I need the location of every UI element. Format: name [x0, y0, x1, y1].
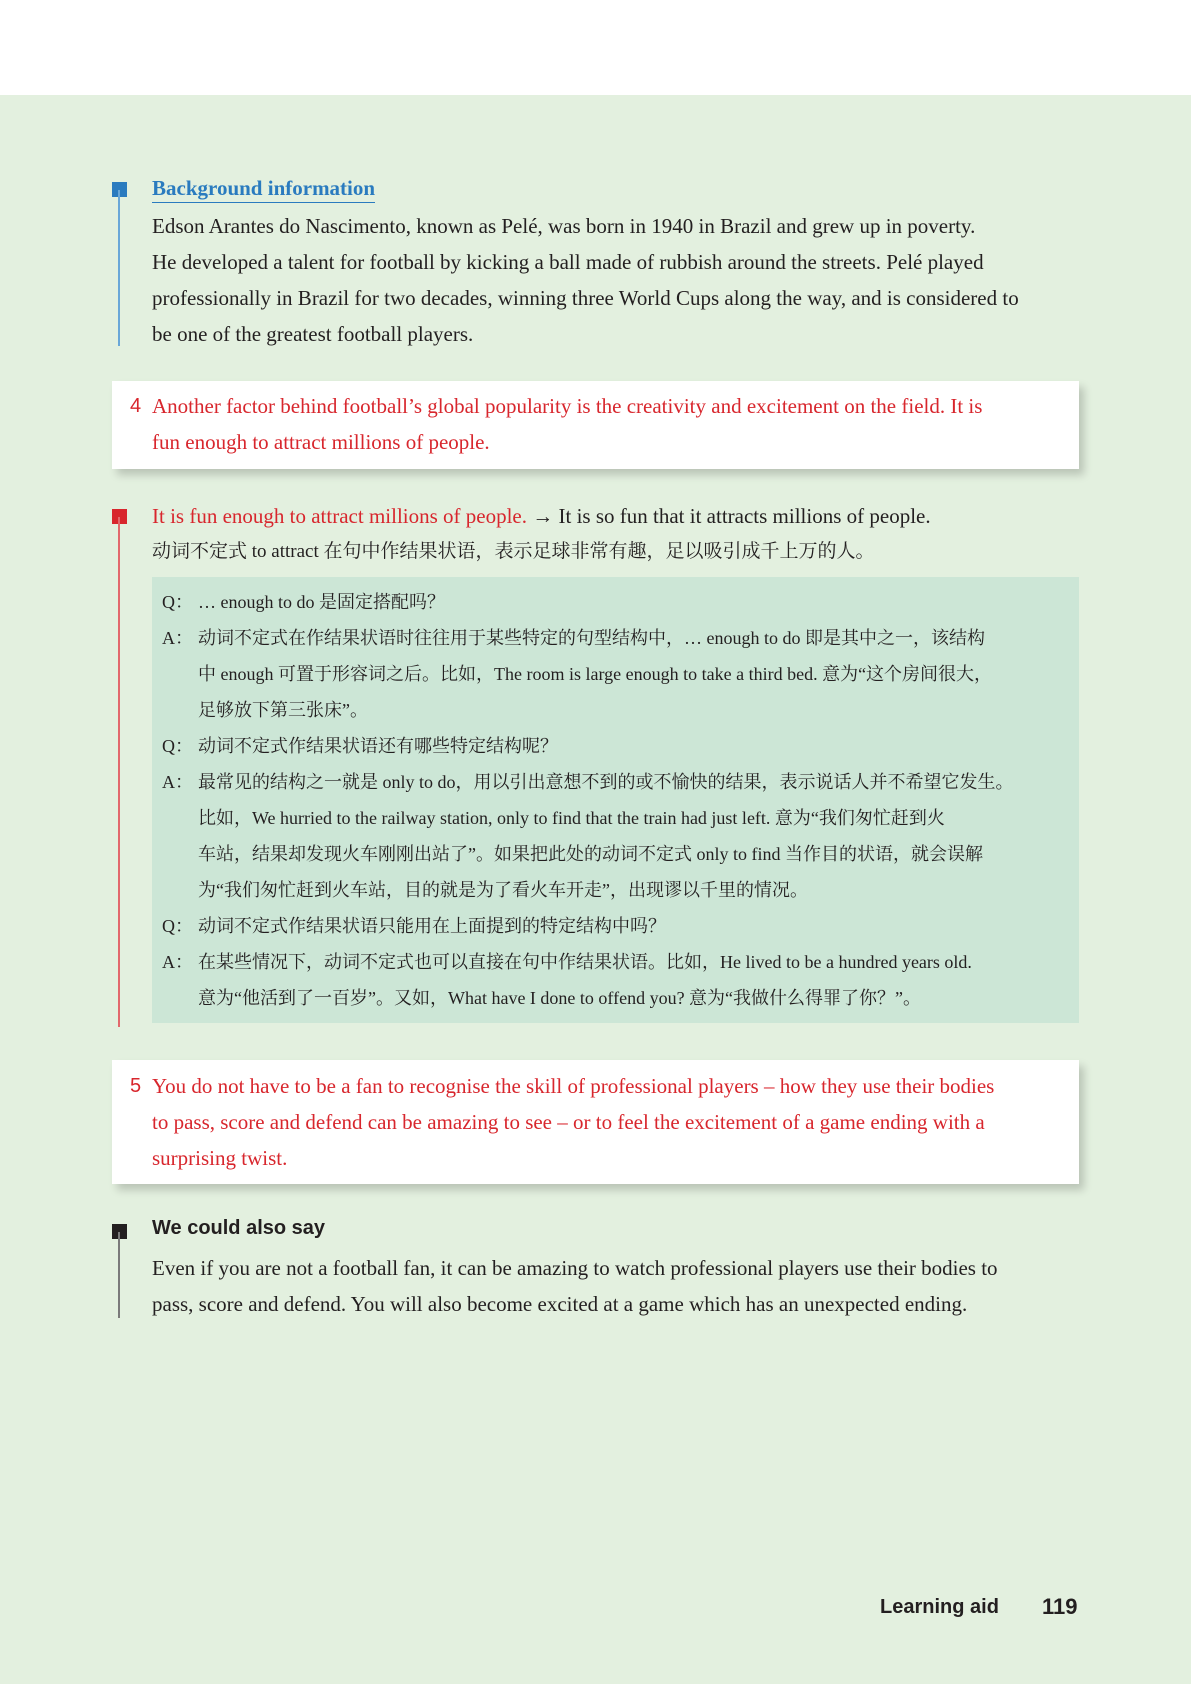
example-sentence [152, 498, 1082, 534]
background-info-heading: Background information [152, 174, 375, 203]
text-line: 足够放下第三张床”。 [198, 700, 368, 720]
qa-label: Q： [162, 916, 193, 936]
also-say-heading: We could also say [152, 1217, 326, 1239]
text-line: 意为“他活到了一百岁”。又如，What have I done to offend you? 意为“我做什么得罪了你？”。 [198, 988, 922, 1008]
section-line-gray [118, 1232, 120, 1318]
page-number: 119 [1042, 1594, 1078, 1619]
text-line: 动词不定式作结果状语只能用在上面提到的特定结构中吗？ [198, 916, 666, 936]
text-line: 动词不定式在作结果状语时往往用于某些特定的句型结构中，… enough to do 即是其中之一，该结构 [198, 628, 985, 648]
text-line: 中 enough 可置于形容词之后。比如，The room is large enough to take a third bed. 意为“这个房间很大， [198, 664, 993, 684]
text-line: 为“我们匆忙赶到火车站，目的就是为了看火车开走”，出现谬以千里的情况。 [198, 880, 808, 900]
qa-label: Q： [162, 736, 193, 756]
qa-box [152, 577, 1079, 1023]
text-line: Even if you are not a football fan, it can be amazing to watch professional players use their bodies to [152, 1256, 998, 1280]
qa-label: A： [162, 628, 193, 648]
text-line: You do not have to be a fan to recognise the skill of professional players – how they use their bodies [152, 1074, 995, 1098]
text-line: Edson Arantes do Nascimento, known as Pelé, was born in 1940 in Brazil and grew up in poverty. [152, 214, 976, 238]
text-line: surprising twist. [152, 1146, 288, 1170]
text-line: 最常见的结构之一就是 only to do，用以引出意想不到的或不愉快的结果，表示说话人并不希望它发生。 [198, 772, 1014, 792]
rewritten-sentence: It is so fun that it attracts millions of people. [558, 504, 931, 528]
text-line: 比如，We hurried to the railway station, only to find that the train had just left. 意为“我们匆忙赶到火 [198, 808, 945, 828]
grammar-explanation: 动词不定式 to attract 在句中作结果状语，表示足球非常有趣，足以吸引成千上万的人。 [152, 541, 875, 562]
text-line: be one of the greatest football players. [152, 322, 474, 346]
qa-label: A： [162, 772, 193, 792]
text-line: fun enough to attract millions of people. [152, 430, 490, 454]
qa-label: A： [162, 952, 193, 972]
quote-number: 4 [130, 395, 142, 417]
also-say-paragraph [152, 1250, 1082, 1322]
text-line: 在某些情况下，动词不定式也可以直接在句中作结果状语。比如，He lived to be a hundred years old. [198, 952, 972, 972]
footer-label: Learning aid [880, 1596, 999, 1618]
quote-text [152, 1068, 1052, 1176]
section-line-blue [118, 190, 120, 346]
text-line: professionally in Brazil for two decades, winning three World Cups along the way, and is considered to [152, 286, 1019, 310]
quote-number: 5 [130, 1075, 142, 1097]
text-line: He developed a talent for football by kicking a ball made of rubbish around the streets. Pelé played [152, 250, 984, 274]
text-line: 车站，结果却发现火车刚刚出站了”。如果把此处的动词不定式 only to find 当作目的状语，就会误解 [198, 844, 983, 864]
text-line: … enough to do 是固定搭配吗？ [198, 592, 445, 612]
text-line: Another factor behind football’s global popularity is the creativity and excitement on the field. It is [152, 394, 983, 418]
text-line: 动词不定式作结果状语还有哪些特定结构呢？ [198, 736, 558, 756]
quote-box-5 [112, 1060, 1079, 1184]
text-line: pass, score and defend. You will also become excited at a game which has an unexpected ending. [152, 1292, 968, 1316]
arrow-icon: → [532, 504, 554, 528]
quote-box-4 [112, 381, 1079, 469]
original-sentence: It is fun enough to attract millions of people. [152, 504, 528, 528]
section-line-red [118, 517, 120, 1027]
qa-label: Q： [162, 592, 193, 612]
quote-text [152, 388, 1052, 460]
background-info-paragraph [152, 208, 1072, 352]
text-line: to pass, score and defend can be amazing to see – or to feel the excitement of a game ending with a [152, 1110, 985, 1134]
